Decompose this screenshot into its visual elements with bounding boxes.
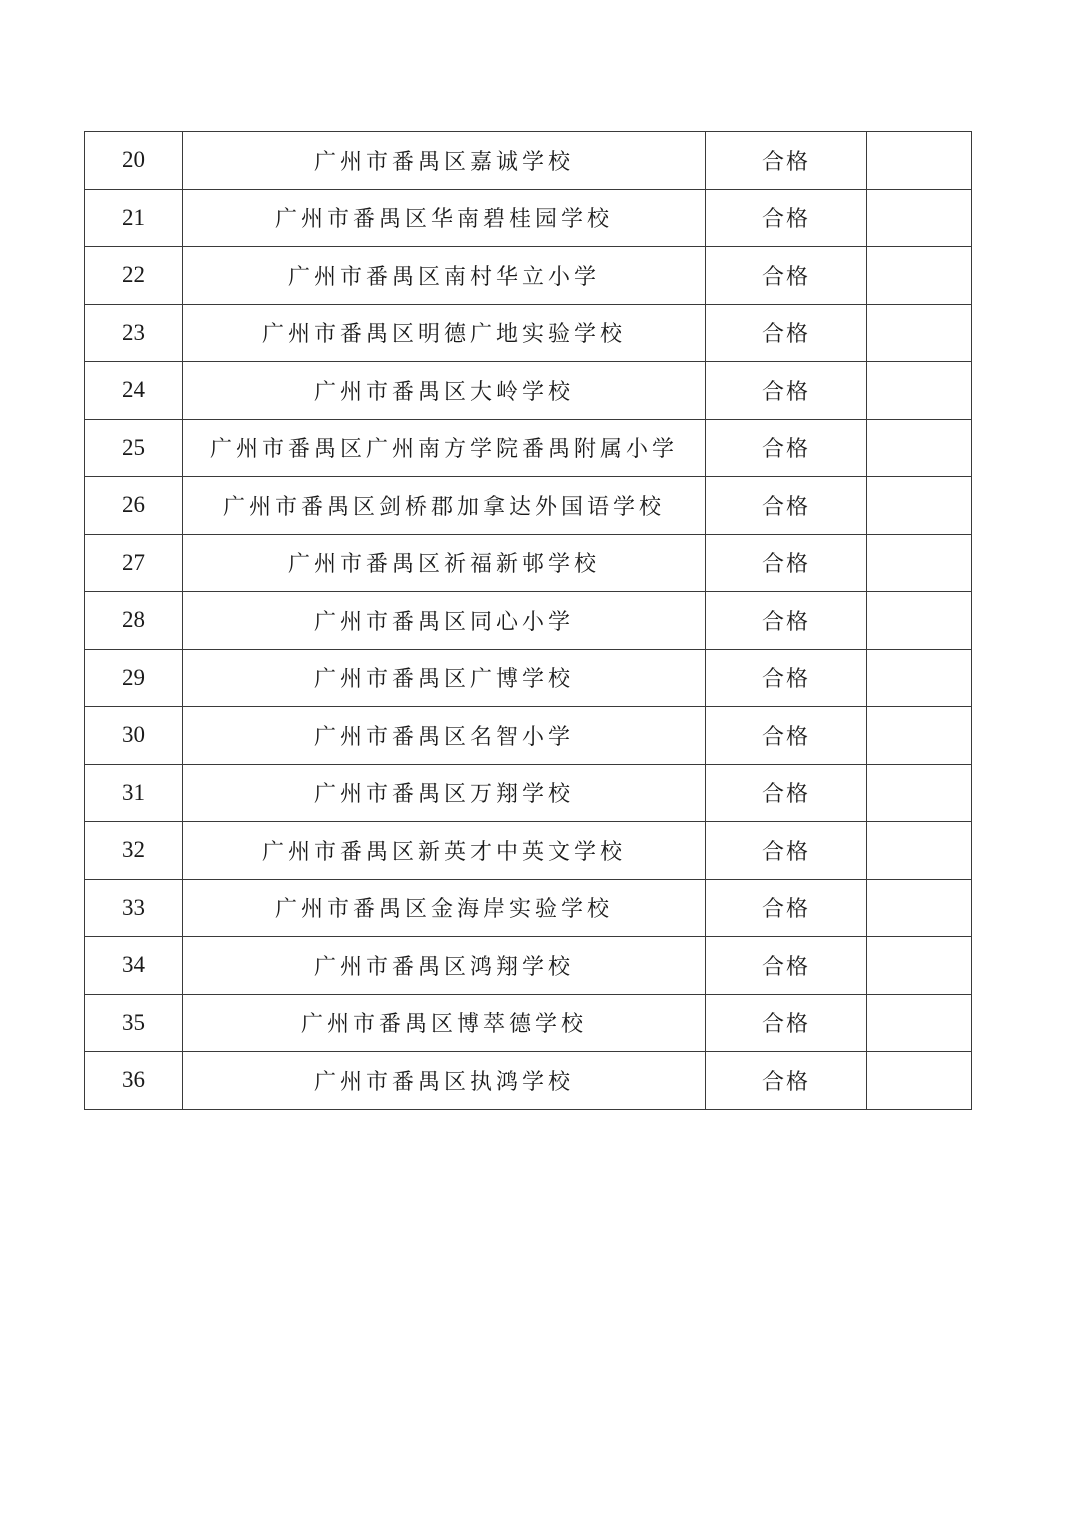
table-row xyxy=(85,592,972,650)
note-cell xyxy=(867,247,972,305)
row-number-cell: 30 xyxy=(85,707,183,765)
result-cell: 合格 xyxy=(706,592,867,650)
table-row xyxy=(85,304,972,362)
result-cell: 合格 xyxy=(706,534,867,592)
note-cell xyxy=(867,534,972,592)
table-row xyxy=(85,362,972,420)
results-table-body xyxy=(85,132,972,1110)
result-cell: 合格 xyxy=(706,304,867,362)
school-name-cell: 广州市番禺区广博学校 xyxy=(183,649,706,707)
result-cell: 合格 xyxy=(706,649,867,707)
row-number-cell: 22 xyxy=(85,247,183,305)
result-cell: 合格 xyxy=(706,247,867,305)
result-cell: 合格 xyxy=(706,477,867,535)
note-cell xyxy=(867,822,972,880)
result-cell: 合格 xyxy=(706,822,867,880)
row-number-cell: 34 xyxy=(85,937,183,995)
table-row xyxy=(85,1052,972,1110)
table-row xyxy=(85,879,972,937)
table-row xyxy=(85,189,972,247)
table-row xyxy=(85,247,972,305)
school-name-cell: 广州市番禺区祈福新邨学校 xyxy=(183,534,706,592)
result-cell: 合格 xyxy=(706,362,867,420)
note-cell xyxy=(867,304,972,362)
school-name-cell: 广州市番禺区新英才中英文学校 xyxy=(183,822,706,880)
school-name-cell: 广州市番禺区鸿翔学校 xyxy=(183,937,706,995)
result-cell: 合格 xyxy=(706,189,867,247)
school-name-cell: 广州市番禺区执鸿学校 xyxy=(183,1052,706,1110)
school-name-cell: 广州市番禺区大岭学校 xyxy=(183,362,706,420)
row-number-cell: 36 xyxy=(85,1052,183,1110)
row-number-cell: 35 xyxy=(85,994,183,1052)
result-cell: 合格 xyxy=(706,132,867,190)
school-name-cell: 广州市番禺区华南碧桂园学校 xyxy=(183,189,706,247)
school-name-cell: 广州市番禺区名智小学 xyxy=(183,707,706,765)
row-number-cell: 24 xyxy=(85,362,183,420)
row-number-cell: 23 xyxy=(85,304,183,362)
school-name-cell: 广州市番禺区同心小学 xyxy=(183,592,706,650)
school-name-cell: 广州市番禺区万翔学校 xyxy=(183,764,706,822)
note-cell xyxy=(867,649,972,707)
row-number-cell: 31 xyxy=(85,764,183,822)
note-cell xyxy=(867,994,972,1052)
school-name-cell: 广州市番禺区南村华立小学 xyxy=(183,247,706,305)
result-cell: 合格 xyxy=(706,994,867,1052)
result-cell: 合格 xyxy=(706,937,867,995)
note-cell xyxy=(867,879,972,937)
note-cell xyxy=(867,132,972,190)
row-number-cell: 27 xyxy=(85,534,183,592)
result-cell: 合格 xyxy=(706,1052,867,1110)
table-row xyxy=(85,534,972,592)
table-row xyxy=(85,707,972,765)
results-table xyxy=(84,131,972,1110)
row-number-cell: 25 xyxy=(85,419,183,477)
table-row xyxy=(85,477,972,535)
table-row xyxy=(85,649,972,707)
table-row xyxy=(85,132,972,190)
row-number-cell: 33 xyxy=(85,879,183,937)
school-name-cell: 广州市番禺区明德广地实验学校 xyxy=(183,304,706,362)
school-name-cell: 广州市番禺区金海岸实验学校 xyxy=(183,879,706,937)
note-cell xyxy=(867,937,972,995)
table-row xyxy=(85,822,972,880)
table-row xyxy=(85,764,972,822)
note-cell xyxy=(867,764,972,822)
note-cell xyxy=(867,362,972,420)
note-cell xyxy=(867,419,972,477)
school-name-cell: 广州市番禺区广州南方学院番禺附属小学 xyxy=(183,419,706,477)
row-number-cell: 21 xyxy=(85,189,183,247)
result-cell: 合格 xyxy=(706,419,867,477)
school-name-cell: 广州市番禺区博萃德学校 xyxy=(183,994,706,1052)
row-number-cell: 28 xyxy=(85,592,183,650)
school-name-cell: 广州市番禺区剑桥郡加拿达外国语学校 xyxy=(183,477,706,535)
result-cell: 合格 xyxy=(706,764,867,822)
school-name-cell: 广州市番禺区嘉诚学校 xyxy=(183,132,706,190)
table-row xyxy=(85,994,972,1052)
result-cell: 合格 xyxy=(706,879,867,937)
row-number-cell: 26 xyxy=(85,477,183,535)
note-cell xyxy=(867,477,972,535)
row-number-cell: 32 xyxy=(85,822,183,880)
note-cell xyxy=(867,1052,972,1110)
table-row xyxy=(85,937,972,995)
note-cell xyxy=(867,189,972,247)
note-cell xyxy=(867,592,972,650)
row-number-cell: 29 xyxy=(85,649,183,707)
result-cell: 合格 xyxy=(706,707,867,765)
note-cell xyxy=(867,707,972,765)
row-number-cell: 20 xyxy=(85,132,183,190)
table-row xyxy=(85,419,972,477)
